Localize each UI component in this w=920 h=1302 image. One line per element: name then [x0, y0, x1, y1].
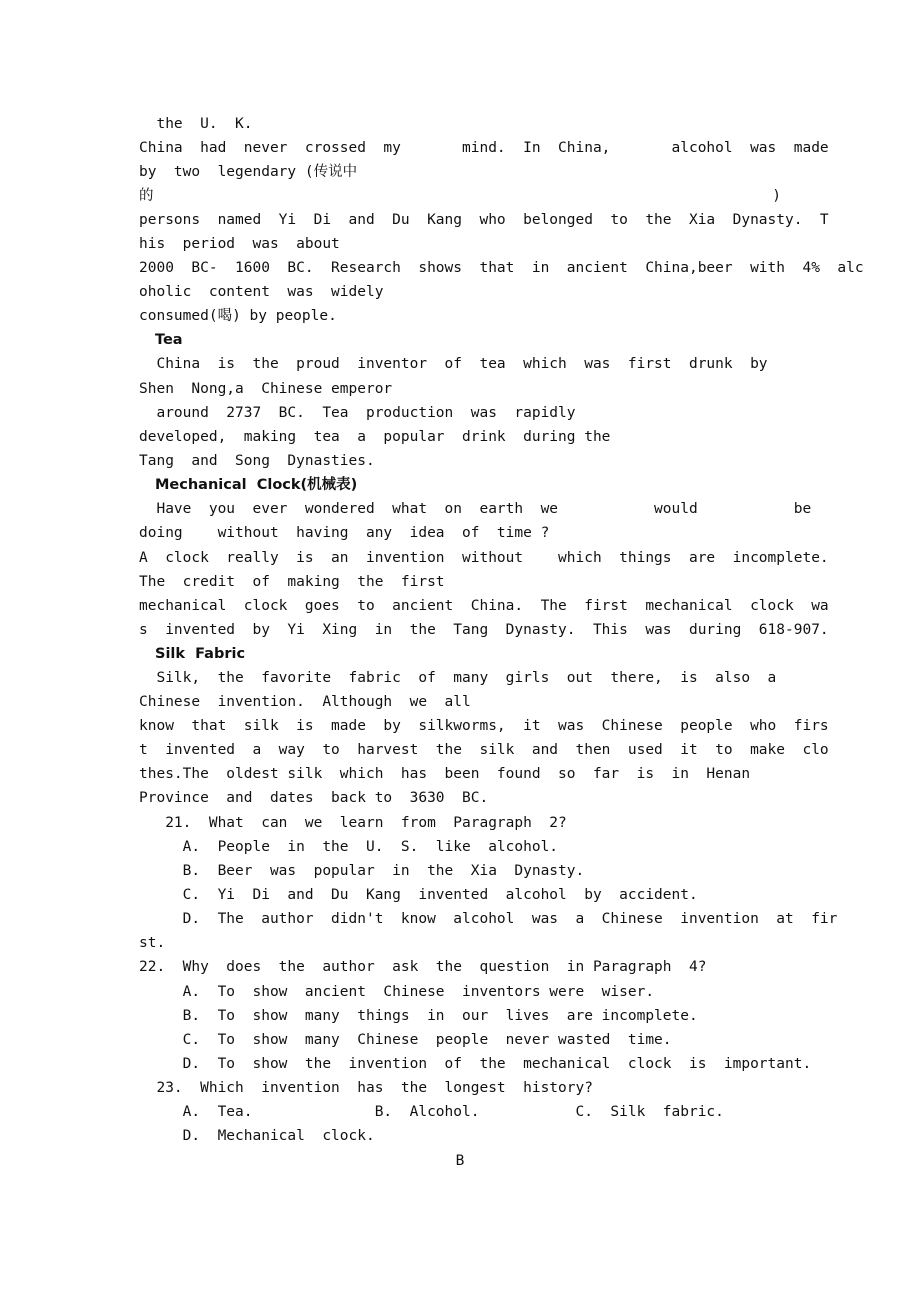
text-line: his period was about — [139, 236, 340, 252]
text-line: Chinese invention. Although we all — [139, 694, 471, 710]
text-line: China is the proud inventor of tea which was first drunk by — [139, 356, 768, 372]
text-line: thes.The oldest silk which has been found so far is in Henan — [139, 766, 751, 782]
text-line: t invented a way to harvest the silk and then used it to make clo — [139, 742, 829, 758]
text-line: China had never crossed my mind. In China, alcohol was made — [139, 140, 829, 156]
text-line: The credit of making the first — [139, 574, 445, 590]
option-22-d: D. To show the invention of the mechanical clock is important. — [139, 1056, 812, 1072]
text-line: 2000 BC- 1600 BC. Research shows that in ancient China,beer with 4% alc — [139, 260, 864, 276]
option-22-b: B. To show many things in our lives are incomplete. — [139, 1008, 698, 1024]
text-line: Tang and Song Dynasties. — [139, 453, 375, 469]
text-line: developed, making tea a popular drink during the — [139, 429, 611, 445]
text-line: oholic content was widely — [139, 284, 384, 300]
option-21-c: C. Yi Di and Du Kang invented alcohol by accident. — [139, 887, 698, 903]
heading-mechanical-clock: Mechanical Clock(机械表) — [155, 477, 358, 493]
text-line: persons named Yi Di and Du Kang who belonged to the Xia Dynasty. T — [139, 212, 829, 228]
text-line: consumed(喝) by people. — [139, 308, 337, 324]
text-line: Province and dates back to 3630 BC. — [139, 790, 489, 806]
text-line: by two legendary (传说中 — [139, 164, 358, 180]
heading-silk-fabric: Silk Fabric — [155, 646, 246, 662]
options-23-abc: A. Tea. B. Alcohol. C. Silk fabric. — [139, 1104, 724, 1120]
text-line: A clock really is an invention without which things are incomplete. — [139, 550, 829, 566]
section-b-heading: B — [455, 1153, 465, 1169]
text-line: around 2737 BC. Tea production was rapidly — [139, 405, 576, 421]
text-line: know that silk is made by silkworms, it was Chinese people who firs — [139, 718, 829, 734]
question-21: 21. What can we learn from Paragraph 2? — [139, 815, 567, 831]
option-22-a: A. To show ancient Chinese inventors were wiser. — [139, 984, 655, 1000]
text-line: Have you ever wondered what on earth we would be — [139, 501, 812, 517]
option-21-d: D. The author didn't know alcohol was a Chinese invention at fir — [139, 911, 838, 927]
text-line: mechanical clock goes to ancient China. The first mechanical clock wa — [139, 598, 829, 614]
text-line: the U. K. — [139, 116, 253, 132]
question-22: 22. Why does the author ask the question in Paragraph 4? — [139, 959, 707, 975]
text-line: ) — [772, 188, 781, 204]
text-line: doing without having any idea of time ? — [139, 525, 550, 541]
option-22-c: C. To show many Chinese people never wasted time. — [139, 1032, 672, 1048]
text-line: 的 — [139, 188, 154, 204]
option-21-d-cont: st. — [139, 935, 166, 951]
text-line: s invented by Yi Xing in the Tang Dynasty. This was during 618-907. — [139, 622, 829, 638]
text-line: Shen Nong,a Chinese emperor — [139, 381, 393, 397]
text-line: Silk, the favorite fabric of many girls out there, is also a — [139, 670, 777, 686]
question-23: 23. Which invention has the longest history? — [139, 1080, 593, 1096]
option-21-a: A. People in the U. S. like alcohol. — [139, 839, 559, 855]
option-23-d: D. Mechanical clock. — [139, 1128, 375, 1144]
option-21-b: B. Beer was popular in the Xia Dynasty. — [139, 863, 585, 879]
heading-tea: Tea — [155, 332, 183, 348]
